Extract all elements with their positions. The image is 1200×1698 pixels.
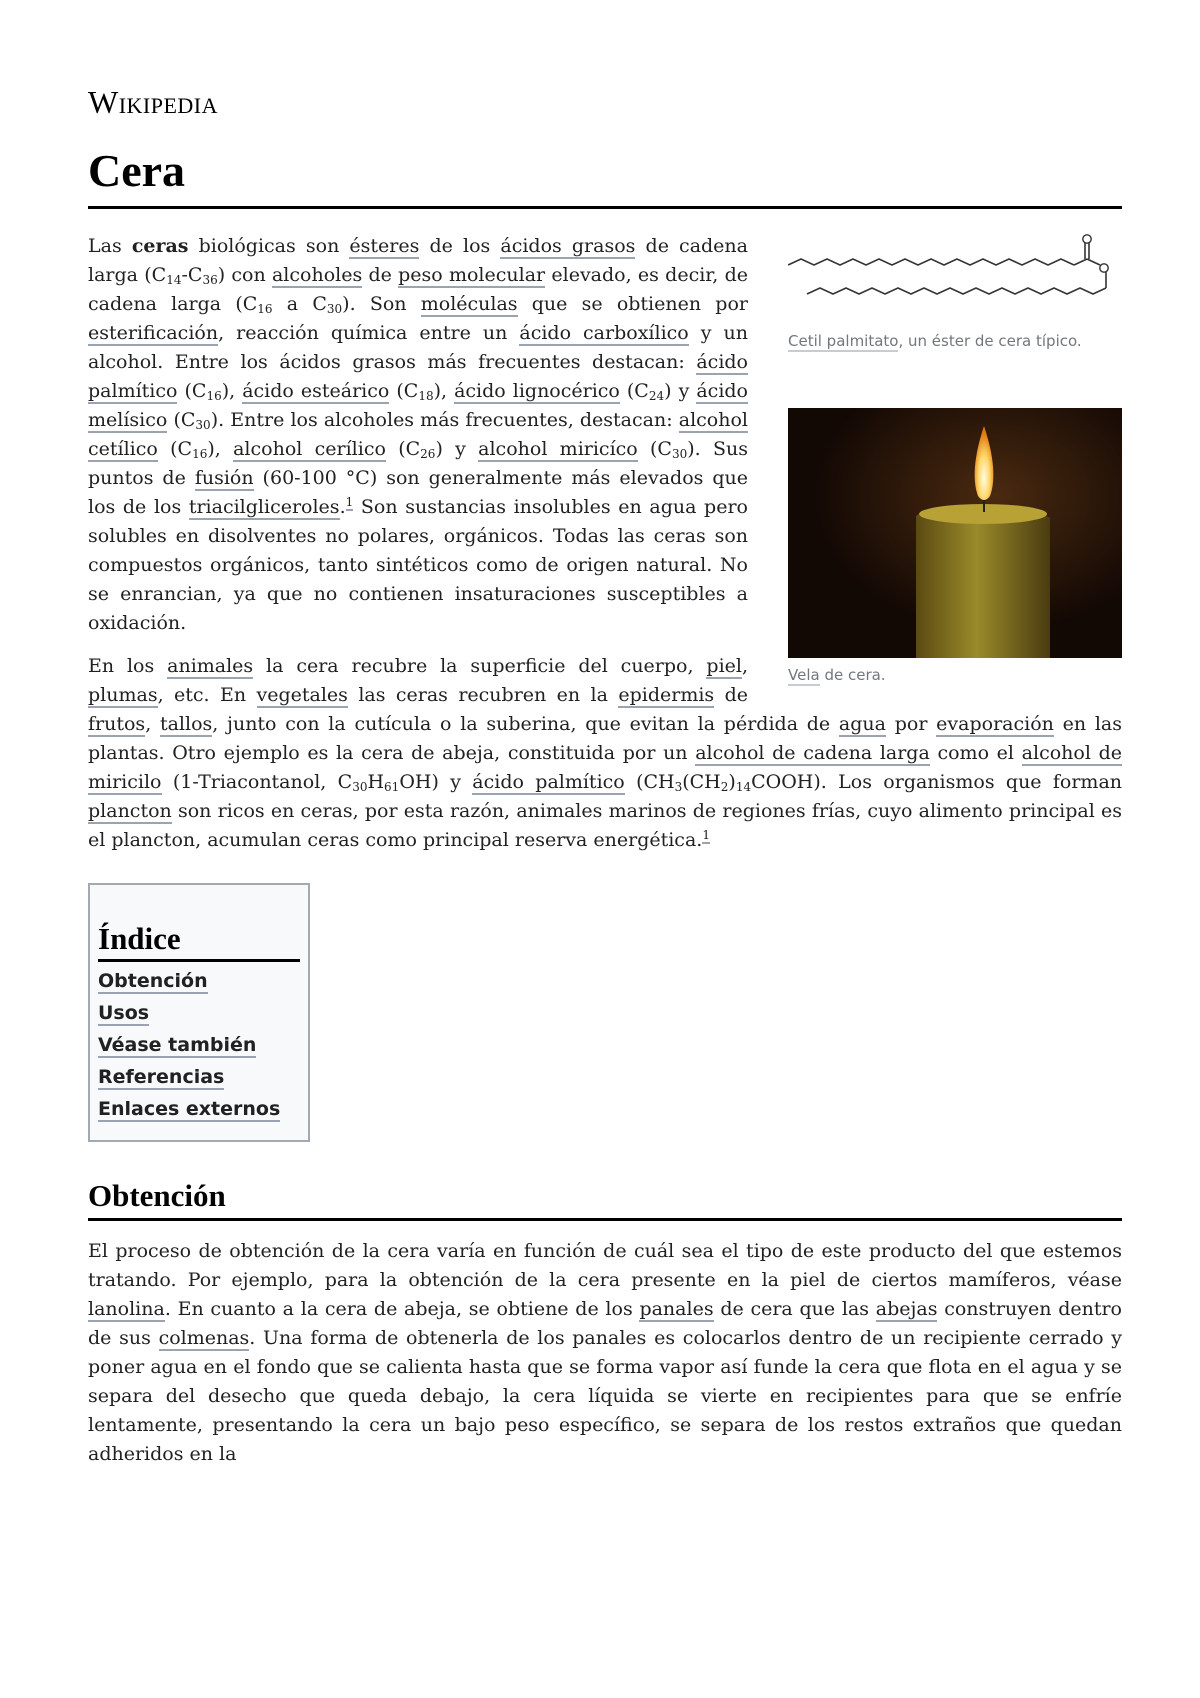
link-animales[interactable]: animales — [167, 655, 254, 677]
link-alcohol-de-miricilo[interactable]: alcohol de miricilo — [88, 742, 1122, 793]
toc-link-vease-tambien[interactable]: Véase también — [98, 1034, 257, 1056]
molecule-diagram[interactable] — [788, 232, 1122, 324]
link-alcoholes[interactable]: alcoholes — [271, 264, 363, 286]
candle-photo[interactable] — [788, 408, 1122, 658]
link-panales[interactable]: panales — [639, 1298, 714, 1320]
caption-link-cetil-palmitato[interactable]: Cetil palmitato — [788, 332, 899, 350]
caption-link-vela[interactable]: Vela — [788, 666, 820, 684]
link-alcohol-miricico[interactable]: alcohol miricíco — [478, 438, 638, 460]
link-triacilgliceroles[interactable]: triacilgliceroles — [188, 496, 340, 518]
toc-item — [98, 1098, 300, 1120]
link-acido-lignocerico[interactable]: ácido lignocérico — [454, 380, 620, 402]
link-peso-molecular[interactable]: peso molecular — [398, 264, 546, 286]
link-acido-estearico[interactable]: ácido esteárico — [242, 380, 390, 402]
link-abejas[interactable]: abejas — [875, 1298, 938, 1320]
link-acido-palmitico[interactable]: ácido palmítico — [88, 351, 748, 402]
link-esteres[interactable]: ésteres — [349, 235, 420, 257]
toc-link-enlaces-externos[interactable]: Enlaces externos — [98, 1098, 281, 1120]
candle-caption: Vela de cera. — [788, 666, 886, 684]
page-title: Cera — [88, 140, 1122, 209]
toc-item — [98, 1034, 300, 1056]
toc-title: Índice — [98, 921, 300, 962]
article-content — [88, 232, 1122, 1483]
link-moleculas[interactable]: moléculas — [420, 293, 518, 315]
table-of-contents — [88, 883, 310, 1142]
link-acido-palmitico-2[interactable]: ácido palmítico — [472, 771, 625, 793]
intro-paragraph: Las ceras biológicas son ésteres de los ácidos grasos de cadena larga $(C_{14}-C_{36})$ con alcoholes de peso molecular elevado, es decir, de cadena larga ($C_{16}$ a $C_{30}$). Son moléculas que se obtienen por esterificación, reacción química entre un ácido carboxílico y un alcohol. Entre los ácidos grasos más frecuentes destacan: ácido palmítico $(C_{16})$, ácido esteárico $(C_{18})$, ácido lignocérico $(C_{24})$ y ácido melísico $(C_{30})$. Entre los alcoholes más frecuentes, destacan: alcohol cetílico $(C_{16})$, alcohol cerílico $(C_{26})$ y alcohol miricíco $(C_{30})$. Sus puntos de fusión (60-100 °C) son generalmente más elevados que los de los triacilgliceroles.$^1$ Son sustancias insolubles en agua pero solubles en disolventes no polares, orgánicos. Todas las ceras son compuestos orgánicos, tanto sintéticos como de origen natural. No se enrancian, ya que no contienen insaturaciones susceptibles a oxidación. — [88, 235, 748, 634]
link-fusion[interactable]: fusión — [194, 467, 254, 489]
toc-link-usos[interactable]: Usos — [98, 1002, 150, 1024]
link-agua[interactable]: agua — [838, 713, 886, 735]
link-plancton[interactable]: plancton — [88, 800, 172, 822]
link-esterificacion[interactable]: esterificación — [88, 322, 219, 344]
figure-molecule — [788, 232, 1122, 354]
link-alcohol-de-cadena-larga[interactable]: alcohol de cadena larga — [695, 742, 930, 764]
wikipedia-logo[interactable]: Wikipedia — [88, 84, 219, 120]
link-vegetales[interactable]: vegetales — [256, 684, 348, 706]
toc-link-referencias[interactable]: Referencias — [98, 1066, 225, 1088]
section-heading-obtencion: Obtención — [88, 1178, 1122, 1221]
animals-paragraph: En los animales la cera recubre la superficie del cuerpo, piel, plumas, etc. En vegetales las ceras recubren en la epidermis de frutos, tallos, junto con la cutícula o la suberina, que evitan la pérdida de agua por evaporación en las plantas. Otro ejemplo es la cera de abeja, constituida por un alcohol de cadena larga como el alcohol de miricilo (1-Triacontanol, $C_{30}H_{61}OH$) y ácido palmítico $(CH_3(CH_2)_{14}COOH)$. Los organismos que forman plancton son ricos en ceras, por esta razón, animales marinos de regiones frías, cuyo alimento principal es el plancton, acumulan ceras como principal reserva energética.$^1$ — [88, 655, 1123, 851]
toc-item — [98, 1002, 300, 1024]
link-piel[interactable]: piel — [706, 655, 742, 677]
link-tallos[interactable]: tallos — [159, 713, 213, 735]
figure-candle — [788, 408, 1122, 688]
toc-item — [98, 970, 300, 992]
link-acido-melisico[interactable]: ácido melísico — [88, 380, 748, 431]
link-acidos-grasos[interactable]: ácidos grasos — [500, 235, 636, 257]
toc-link-obtencion[interactable]: Obtención — [98, 970, 208, 992]
link-frutos[interactable]: frutos — [88, 713, 146, 735]
link-alcohol-cetilico[interactable]: alcohol cetílico — [88, 409, 748, 460]
link-lanolina[interactable]: lanolina — [88, 1298, 165, 1320]
reference-1-b[interactable]: 1 — [702, 827, 710, 842]
link-plumas[interactable]: plumas — [88, 684, 158, 706]
link-evaporacion[interactable]: evaporación — [936, 713, 1054, 735]
link-alcohol-cerilico[interactable]: alcohol cerílico — [233, 438, 386, 460]
obtencion-paragraph: El proceso de obtención de la cera varía en función de cuál sea el tipo de este producto del que estemos tratando. Por ejemplo, para la obtención de la cera presente en la piel de ciertos mamíferos, véase lanolina. En cuanto a la cera de abeja, se obtiene de los panales de cera que las abejas construyen dentro de sus colmenas. Una forma de obtenerla de los panales es colocarlos dentro de un recipiente cerrado y poner agua en el fondo que se calienta hasta que se forma vapor así funde la cera que flota en el agua y se separa del desecho que queda debajo, la cera líquida se vierte en recipientes para que se enfríe lentamente, presentando la cera un bajo peso específico, se separa de los restos extraños que quedan adheridos en la — [88, 1240, 1122, 1465]
link-acido-carboxilico[interactable]: ácido carboxílico — [519, 322, 689, 344]
reference-1[interactable]: 1 — [345, 494, 354, 509]
link-epidermis[interactable]: epidermis — [618, 684, 715, 706]
toc-item — [98, 1066, 300, 1088]
link-colmenas[interactable]: colmenas — [158, 1327, 250, 1349]
molecule-caption: Cetil palmitato, un éster de cera típico. — [788, 332, 1082, 350]
